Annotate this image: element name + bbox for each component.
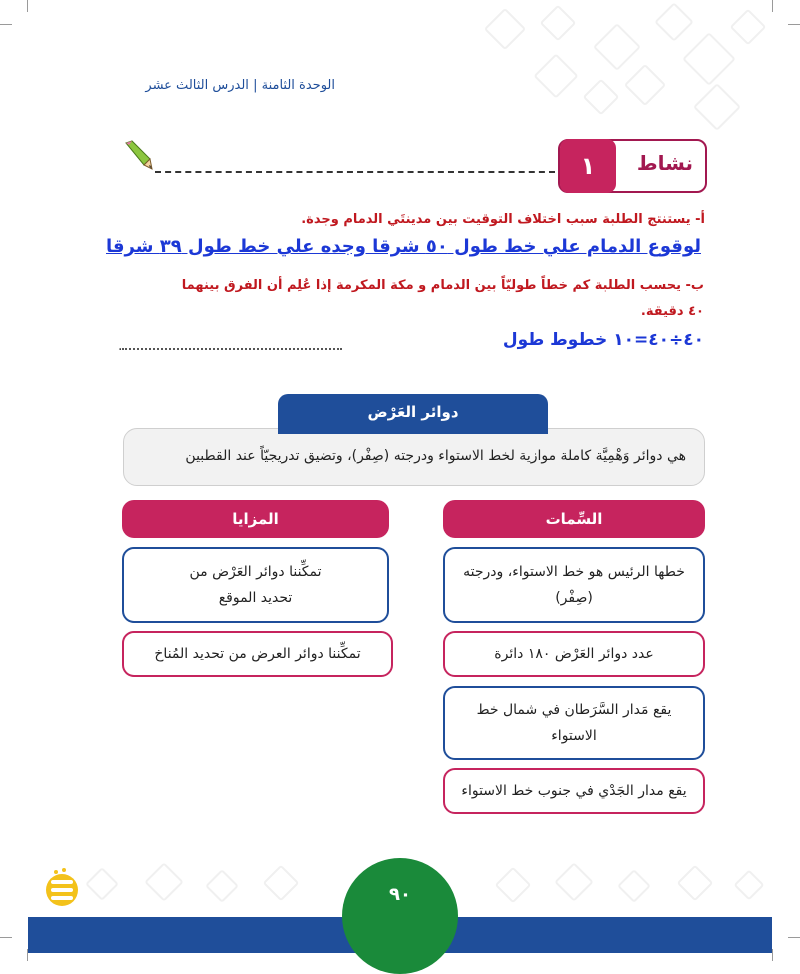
dashed-divider [155, 171, 555, 173]
unit-title: الوحدة الثامنة [261, 78, 335, 93]
feature-card [443, 547, 705, 623]
header-separator: | [253, 78, 258, 93]
advantage-card-line: تحديد الموقع [218, 590, 293, 606]
feature-card-line: الاستواء [551, 728, 597, 744]
question-b-line1: ب- يحسب الطلبة كم خطاً طوليّاً بين الدمام و مكة المكرمة إذا عُلِم أن الفرق بينهما [181, 278, 704, 293]
feature-card [443, 686, 705, 760]
page-header [145, 78, 335, 93]
advantage-card-line: تمكِّننا دوائر العَرْض من [189, 564, 322, 580]
feature-card-line: يقع مدار الجَدْي في جنوب خط الاستواء [461, 783, 687, 799]
pencil-icon [122, 139, 154, 175]
crop-mark [27, 0, 28, 12]
question-b-line2: ٤٠ دقيقة. [640, 304, 704, 319]
answer-end-dot: . [118, 338, 123, 354]
book-logo-icon [42, 866, 82, 914]
crop-mark [772, 949, 773, 961]
feature-card [443, 631, 705, 677]
feature-card-line: خطها الرئيس هو خط الاستواء، ودرجته [463, 564, 685, 580]
crop-mark [0, 937, 12, 938]
feature-card-line: يقع مَدار السَّرَطان في شمال خط [476, 702, 672, 718]
crop-mark [788, 937, 800, 938]
crop-mark [772, 0, 773, 12]
answer-dotted-line [122, 348, 342, 350]
activity-label: نشاط [636, 151, 693, 175]
advantage-card-line: تمكِّننا دوائر العرض من تحديد المُناخ [154, 646, 361, 662]
page-number-badge [342, 858, 458, 974]
section-title-tab: دوائر العَرْض [278, 394, 548, 434]
feature-card-line: (صِفْر) [555, 590, 593, 606]
answer-a-handwritten: لوقوع الدمام علي خط طول ٥٠ شرقا وجده علي خط طول ٣٩ شرقا [106, 236, 701, 257]
page-number: ٩٠ [389, 884, 411, 905]
definition-text: هي دوائر وَهْمِيَّة كاملة موازية لخط الاستواء ودرجته (صِفْر)، وتضيق تدريجيّاً عند القطبين [185, 448, 686, 464]
question-a: أ- يستنتج الطلبة سبب اختلاف التوقيت بين مدينتَي الدمام وجدة. [301, 212, 705, 227]
activity-box [558, 139, 707, 193]
feature-card-line: عدد دوائر العَرْض ١٨٠ دائرة [494, 646, 654, 662]
features-heading: السِّمات [443, 500, 705, 538]
feature-card [443, 768, 705, 814]
activity-number: ١ [560, 139, 616, 193]
crop-mark [788, 24, 800, 25]
lesson-title: الدرس الثالث عشر [145, 78, 249, 93]
crop-mark [0, 24, 12, 25]
answer-b-handwritten: ٤٠÷٤٠=١٠ خطوط طول [502, 330, 704, 350]
advantage-card [122, 547, 389, 623]
advantage-card [122, 631, 393, 677]
advantages-heading: المزايا [122, 500, 389, 538]
definition-box [123, 428, 705, 486]
